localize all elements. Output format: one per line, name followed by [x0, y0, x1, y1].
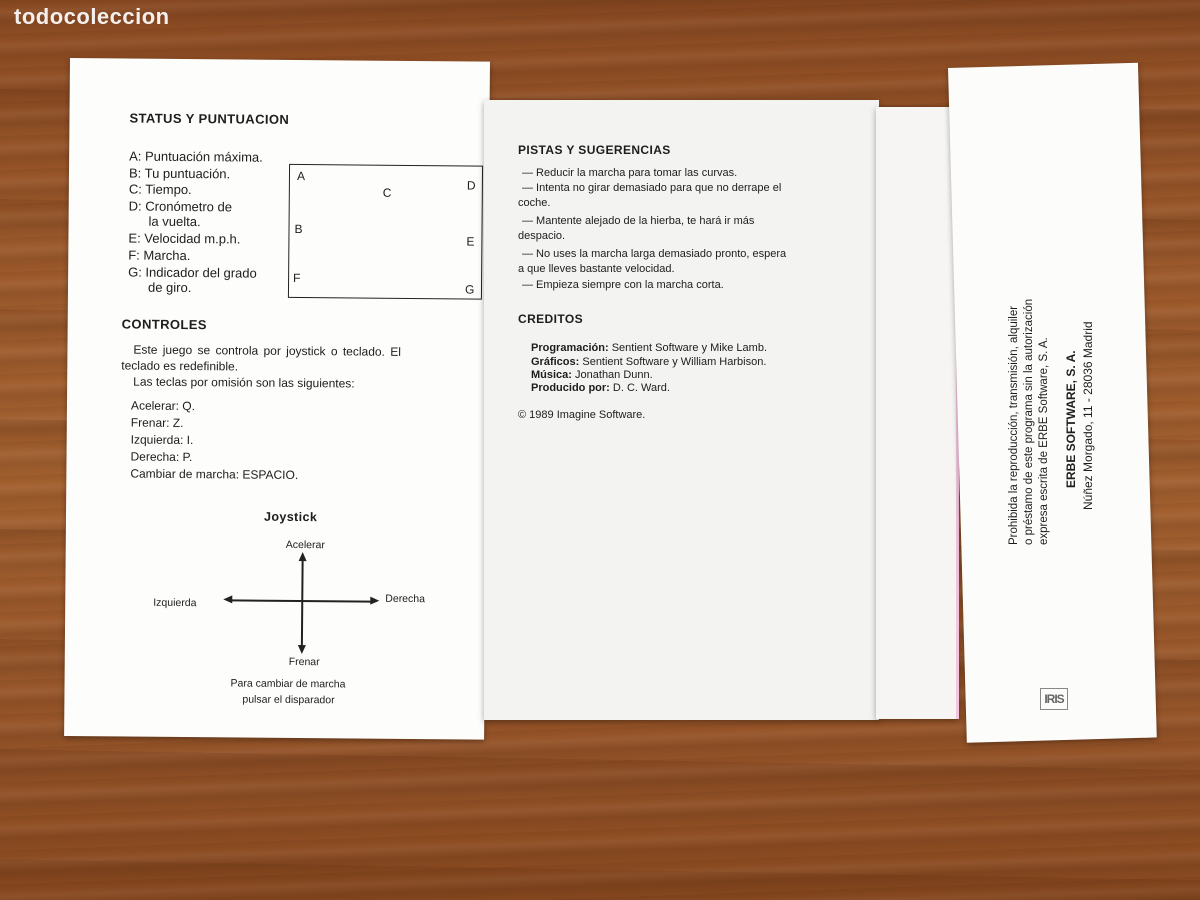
arrow-up-icon [299, 552, 307, 561]
status-title: STATUS Y PUNTUACION [129, 110, 290, 127]
iris-logo: IRIS [1040, 688, 1068, 710]
credit-line [531, 356, 766, 368]
left-panel [64, 58, 490, 740]
key-line: Derecha: P. [130, 449, 193, 465]
tip-line: despacio. [518, 230, 566, 242]
legend-line: B: Tu puntuación. [128, 165, 231, 182]
credit-value: Sentient Software y Mike Lamb. [611, 342, 767, 354]
credit-value: Sentient Software y William Harbison. [582, 356, 767, 368]
credit-value: D. C. Ward. [612, 382, 670, 394]
joystick-cross [70, 58, 490, 62]
creditos-title: CREDITOS [518, 312, 583, 326]
key-line: Acelerar: Q. [130, 398, 196, 414]
joystick-note: pulsar el disparador [242, 693, 335, 707]
status-diagram-box [288, 164, 483, 300]
legend-line: la vuelta. [148, 213, 201, 230]
credit-line [531, 342, 767, 354]
tip-line: a que lleves bastante velocidad. [518, 263, 675, 275]
diagram-letter: G [464, 282, 475, 297]
joystick-left-label: Izquierda [153, 596, 197, 610]
watermark-text: todocoleccion [14, 4, 170, 29]
controles-text: Las teclas por omisión son las siguientes: [133, 374, 355, 391]
key-line: Izquierda: I. [130, 432, 194, 448]
legend-line: F: Marcha. [128, 247, 191, 264]
tip-line: — No uses la marcha larga demasiado pronto, espera [522, 248, 787, 260]
controles-title: CONTROLES [121, 316, 207, 333]
diagram-letter: B [294, 221, 303, 237]
legend-line: C: Tiempo. [128, 181, 192, 198]
tip-line: — Intenta no girar demasiado para que no derrape el [522, 182, 782, 194]
middle-panel [484, 100, 879, 720]
joystick-right-label: Derecha [385, 592, 426, 606]
key-line: Cambiar de marcha: ESPACIO. [130, 466, 299, 483]
tip-line: — Empieza siempre con la marcha corta. [522, 279, 724, 291]
key-line: Frenar: Z. [130, 415, 184, 431]
diagram-letter: F [293, 270, 301, 286]
controles-text: teclado es redefinible. [121, 358, 239, 374]
company-address: Núñez Morgado, 11 - 28036 Madrid [1081, 321, 1095, 510]
company-name: ERBE SOFTWARE, S. A. [1064, 350, 1078, 488]
pistas-title: PISTAS Y SUGERENCIAS [518, 143, 671, 157]
tip-line: coche. [518, 197, 551, 209]
joystick-note: Para cambiar de marcha [230, 677, 346, 691]
folded-strip [876, 107, 959, 719]
credit-label: Producido por: [531, 382, 610, 394]
arrow-down-icon [298, 645, 306, 654]
credit-line [531, 369, 653, 381]
legend-line: A: Puntuación máxima. [129, 148, 263, 165]
joystick-vertical-line [301, 560, 303, 646]
legend-line: de giro. [147, 279, 192, 296]
tip-line: — Mantente alejado de la hierba, te hará ir más [522, 215, 755, 227]
joystick-down-label: Frenar [288, 655, 320, 669]
joystick-title: Joystick [263, 509, 318, 525]
right-panel [948, 63, 1157, 743]
legal-text: Prohibida la reproducción, transmisión, alquiler [1008, 305, 1020, 545]
credit-value: Jonathan Dunn. [575, 369, 653, 381]
tip-line: — Reducir la marcha para tomar las curvas. [522, 167, 738, 179]
diagram-letter: D [466, 178, 476, 193]
diagram-letter: A [296, 168, 306, 184]
legend-line: D: Cronómetro de [128, 198, 233, 215]
joystick-up-label: Acelerar [285, 538, 325, 552]
diagram-letter: E [466, 234, 475, 249]
legal-text: o préstamo de este programa sin la autorización [1023, 298, 1035, 545]
legend-line: E: Velocidad m.p.h. [128, 230, 241, 247]
credit-label: Música: [531, 369, 572, 381]
credit-line [531, 382, 670, 394]
credit-label: Programación: [531, 342, 609, 354]
legend-line: G: Indicador del grado [128, 264, 257, 281]
copyright: © 1989 Imagine Software. [518, 409, 646, 421]
arrow-right-icon [370, 597, 379, 605]
legal-text: expresa escrita de ERBE Software, S. A. [1038, 337, 1050, 545]
diagram-letter: C [382, 185, 392, 200]
credit-label: Gráficos: [531, 356, 580, 368]
arrow-left-icon [223, 595, 232, 603]
controles-text: Este juego se controla por joystick o teclado. El [133, 342, 401, 359]
